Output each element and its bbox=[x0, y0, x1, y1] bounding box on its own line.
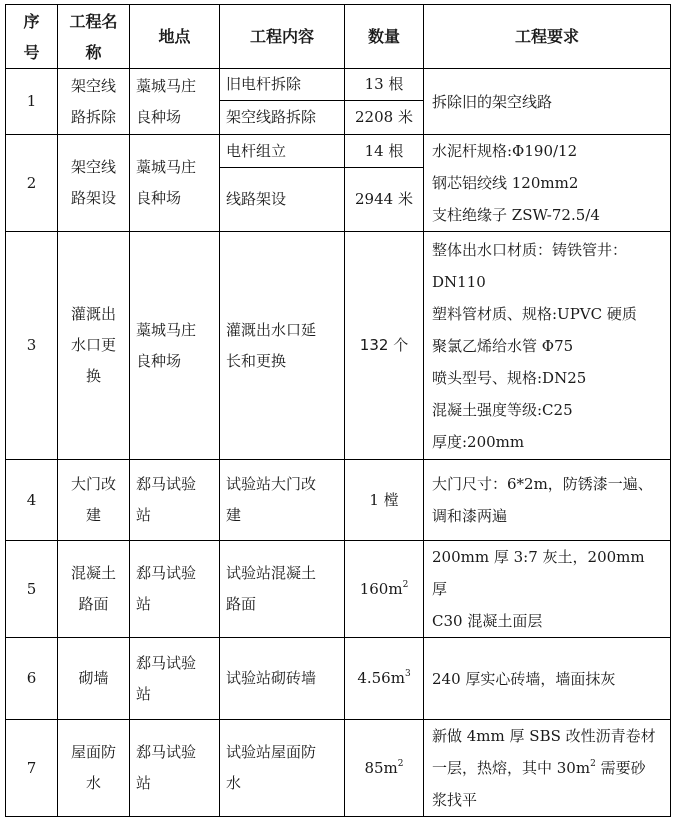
cell-content: 架空线路拆除 bbox=[220, 101, 345, 135]
text-line: 混凝土 bbox=[70, 564, 116, 582]
text-line: 路面 bbox=[78, 595, 109, 613]
text-line: 试验站大门改 bbox=[226, 475, 317, 493]
cell-quantity: 13 根 bbox=[345, 69, 424, 101]
cell-requirement bbox=[424, 232, 671, 460]
header-content: 工程内容 bbox=[220, 5, 345, 69]
text-line: 厚度:200mm bbox=[432, 432, 525, 451]
cell-requirement: 拆除旧的架空线路 bbox=[424, 69, 671, 135]
text-line: 喷头型号、规格:DN25 bbox=[432, 368, 587, 387]
cell-quantity: 14 根 bbox=[345, 135, 424, 168]
text-line: 水泥杆规格:Φ190/12 bbox=[432, 142, 578, 160]
unit-exponent: 2 bbox=[402, 579, 409, 590]
cell-requirement: 240 厚实心砖墙，墙面抹灰 bbox=[424, 638, 671, 720]
cell-no: 7 bbox=[6, 720, 58, 817]
cell-name bbox=[58, 69, 130, 135]
unit-exponent: 3 bbox=[404, 669, 411, 679]
table-row bbox=[6, 232, 671, 460]
cell-content: 试验站砌砖墙 bbox=[220, 638, 345, 720]
cell-content bbox=[220, 232, 345, 460]
cell-requirement bbox=[424, 460, 671, 541]
text-line: 架空线 bbox=[70, 158, 116, 176]
text-line: 郄马试验 bbox=[136, 564, 197, 582]
text-line: 良种场 bbox=[136, 189, 182, 207]
header-row bbox=[6, 5, 671, 69]
text-line: 新做 4mm 厚 SBS 改性沥青卷材 bbox=[432, 727, 656, 745]
header-name bbox=[58, 5, 130, 69]
text-line: 路拆除 bbox=[70, 107, 116, 126]
text-line: 建 bbox=[226, 506, 242, 524]
text-line: 站 bbox=[136, 774, 152, 792]
text-segment: 需要砂 bbox=[595, 759, 646, 777]
text-line: 混凝土强度等级:C25 bbox=[432, 400, 573, 419]
unit-exponent: 2 bbox=[590, 759, 596, 769]
cell-quantity: 2208 米 bbox=[345, 101, 424, 135]
table-row bbox=[6, 541, 671, 638]
cell-quantity bbox=[345, 638, 424, 720]
text-line: 水 bbox=[85, 774, 101, 792]
text-line: 路面 bbox=[226, 595, 257, 613]
text-line: 藁城马庄 bbox=[136, 158, 197, 176]
text-line: 支柱绝缘子 ZSW-72.5/4 bbox=[432, 206, 600, 224]
text-line: 钢芯铝绞线 120mm2 bbox=[432, 174, 579, 192]
text-line: 建 bbox=[85, 506, 101, 524]
text-line: 灌溉出水口延 bbox=[226, 320, 317, 339]
quantity-value: 4.56m bbox=[357, 669, 405, 687]
cell-name bbox=[58, 541, 130, 638]
table-row bbox=[6, 69, 671, 101]
text-line: 200mm 厚 3:7 灰土，200mm 厚 bbox=[432, 548, 645, 598]
text-line: 塑料管材质、规格:UPVC 硬质 bbox=[432, 304, 637, 323]
text-line: 架空线 bbox=[70, 76, 116, 95]
header-no bbox=[6, 5, 58, 69]
cell-name bbox=[58, 135, 130, 232]
text-segment: 一层，热熔，其中 30m bbox=[432, 759, 591, 777]
cell-name bbox=[58, 460, 130, 541]
text-line: 郄马试验 bbox=[136, 743, 197, 761]
cell-no: 5 bbox=[6, 541, 58, 638]
text-line: 大门改 bbox=[70, 475, 116, 493]
cell-location bbox=[130, 135, 220, 232]
text-line: 长和更换 bbox=[226, 351, 287, 370]
header-no-line1: 序 bbox=[23, 11, 40, 31]
text-line: 屋面防 bbox=[70, 743, 116, 761]
cell-quantity: 2944 米 bbox=[345, 168, 424, 232]
text-line: 站 bbox=[136, 506, 152, 524]
cell-quantity: 132 个 bbox=[345, 232, 424, 460]
cell-requirement bbox=[424, 541, 671, 638]
cell-location bbox=[130, 541, 220, 638]
text-line: 试验站屋面防 bbox=[226, 743, 317, 761]
cell-content bbox=[220, 541, 345, 638]
text-line: 站 bbox=[136, 595, 152, 613]
text-line: 试验站混凝土 bbox=[226, 564, 317, 582]
unit-exponent: 2 bbox=[397, 758, 404, 769]
header-name-line1: 工程名 bbox=[69, 11, 118, 31]
cell-no: 4 bbox=[6, 460, 58, 541]
text-line: 聚氯乙烯给水管 Φ75 bbox=[432, 336, 574, 355]
cell-location bbox=[130, 638, 220, 720]
cell-quantity bbox=[345, 720, 424, 817]
header-no-line2: 号 bbox=[23, 42, 40, 62]
text-line: 调和漆两遍 bbox=[432, 507, 508, 525]
cell-no: 3 bbox=[6, 232, 58, 460]
cell-requirement bbox=[424, 720, 671, 817]
cell-quantity: 1 樘 bbox=[345, 460, 424, 541]
text-line: 良种场 bbox=[136, 351, 182, 370]
quantity-value: 160m bbox=[359, 579, 403, 598]
text-line: 藁城马庄 bbox=[136, 320, 197, 339]
cell-no: 2 bbox=[6, 135, 58, 232]
cell-name bbox=[58, 720, 130, 817]
header-quantity: 数量 bbox=[345, 5, 424, 69]
cell-location bbox=[130, 232, 220, 460]
table-row bbox=[6, 638, 671, 720]
text-line: 大门尺寸：6*2m，防锈漆一遍、 bbox=[432, 475, 653, 493]
text-line: C30 混凝土面层 bbox=[432, 612, 543, 630]
cell-no: 1 bbox=[6, 69, 58, 135]
text-line: 换 bbox=[85, 367, 101, 385]
table-row bbox=[6, 720, 671, 817]
table-row bbox=[6, 460, 671, 541]
project-table bbox=[5, 4, 671, 817]
text-line: 站 bbox=[136, 684, 152, 703]
cell-quantity bbox=[345, 541, 424, 638]
text-line: 浆找平 bbox=[432, 791, 478, 809]
text-line: 路架设 bbox=[70, 189, 116, 207]
text-line: 水 bbox=[226, 774, 242, 792]
cell-name bbox=[58, 232, 130, 460]
header-location: 地点 bbox=[130, 5, 220, 69]
text-line: DN110 bbox=[432, 272, 486, 291]
cell-content: 旧电杆拆除 bbox=[220, 69, 345, 101]
text-line: 灌溉出 bbox=[70, 305, 116, 323]
cell-content: 线路架设 bbox=[220, 168, 345, 232]
text-line: 整体出水口材质：铸铁管井： bbox=[432, 240, 628, 259]
text-line: 藁城马庄 bbox=[136, 76, 197, 95]
header-name-line2: 称 bbox=[85, 42, 102, 62]
cell-location bbox=[130, 460, 220, 541]
cell-content bbox=[220, 720, 345, 817]
table-row bbox=[6, 135, 671, 168]
quantity-value: 85m bbox=[364, 758, 398, 777]
cell-location bbox=[130, 720, 220, 817]
text-line: 良种场 bbox=[136, 107, 182, 126]
cell-name: 砌墙 bbox=[58, 638, 130, 720]
header-requirement: 工程要求 bbox=[424, 5, 671, 69]
cell-requirement bbox=[424, 135, 671, 232]
cell-location bbox=[130, 69, 220, 135]
text-line: 水口更 bbox=[70, 336, 116, 354]
text-line: 郄马试验 bbox=[136, 475, 197, 493]
cell-content bbox=[220, 460, 345, 541]
cell-no: 6 bbox=[6, 638, 58, 720]
text-line bbox=[432, 752, 664, 784]
text-line: 郄马试验 bbox=[136, 653, 197, 672]
cell-content: 电杆组立 bbox=[220, 135, 345, 168]
